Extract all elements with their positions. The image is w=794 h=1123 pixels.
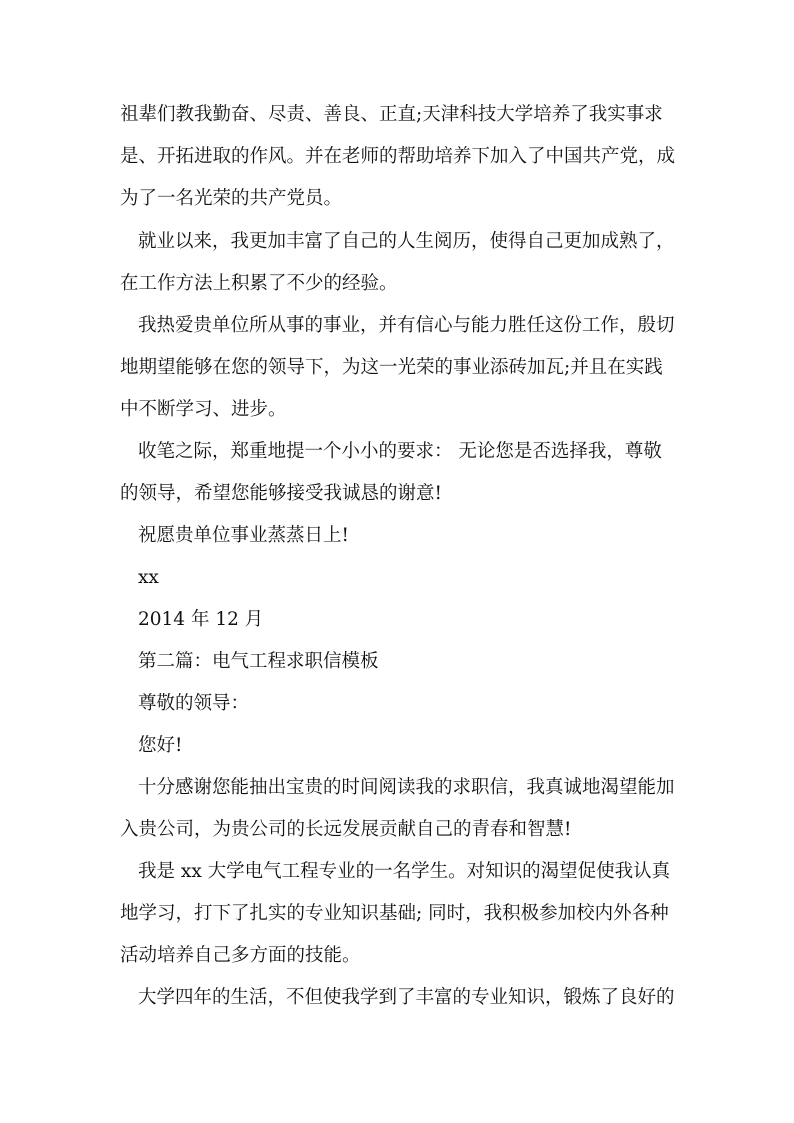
signature-name: xx (138, 567, 159, 588)
text-line: 活动培养自己多方面的技能。 (120, 945, 361, 966)
salutation: 尊敬的领导： (138, 693, 250, 714)
paragraph-start: 我是 xx 大学电气工程专业的一名学生。对知识的渴望促使我认真 (138, 861, 671, 882)
paragraph-start: 十分感谢您能抽出宝贵的时间阅读我的求职信，我真诚地渴望能加 (138, 777, 675, 798)
paragraph-start: 大学四年的生活，不但使我学到了丰富的专业知识，锻炼了良好的 (138, 987, 675, 1008)
paragraph-start: 我热爱贵单位所从事的事业，并有信心与能力胜任这份工作，殷切 (138, 315, 675, 336)
closing-wish: 祝愿贵单位事业蒸蒸日上! (138, 525, 349, 546)
text-line: 在工作方法上积累了不少的经验。 (120, 273, 398, 294)
text-line: 是、开拓进取的作风。并在老师的帮助培养下加入了中国共产党，成 (120, 146, 676, 167)
signature-date: 2014 年 12 月 (138, 609, 264, 630)
text-line: 祖辈们教我勤奋、尽责、善良、正直;天津科技大学培养了我实事求 (120, 104, 663, 125)
text-line: 的领导，希望您能够接受我诚恳的谢意! (120, 483, 442, 504)
greeting: 您好! (138, 735, 183, 756)
text-line: 中不断学习、进步。 (120, 399, 287, 420)
text-line: 为了一名光荣的共产党员。 (120, 188, 343, 209)
paragraph-start: 就业以来，我更加丰富了自己的人生阅历，使得自己更加成熟了， (138, 231, 675, 252)
text-line: 地期望能够在您的领导下，为这一光荣的事业添砖加瓦;并且在实践 (120, 357, 663, 378)
text-line: 地学习，打下了扎实的专业知识基础; 同时，我积极参加校内外各种 (120, 903, 669, 924)
section-heading: 第二篇：电气工程求职信模板 (138, 651, 379, 672)
paragraph-start: 收笔之际，郑重地提一个小小的要求： 无论您是否选择我，尊敬 (138, 441, 662, 462)
text-line: 入贵公司，为贵公司的长远发展贡献自己的青春和智慧! (120, 819, 572, 840)
